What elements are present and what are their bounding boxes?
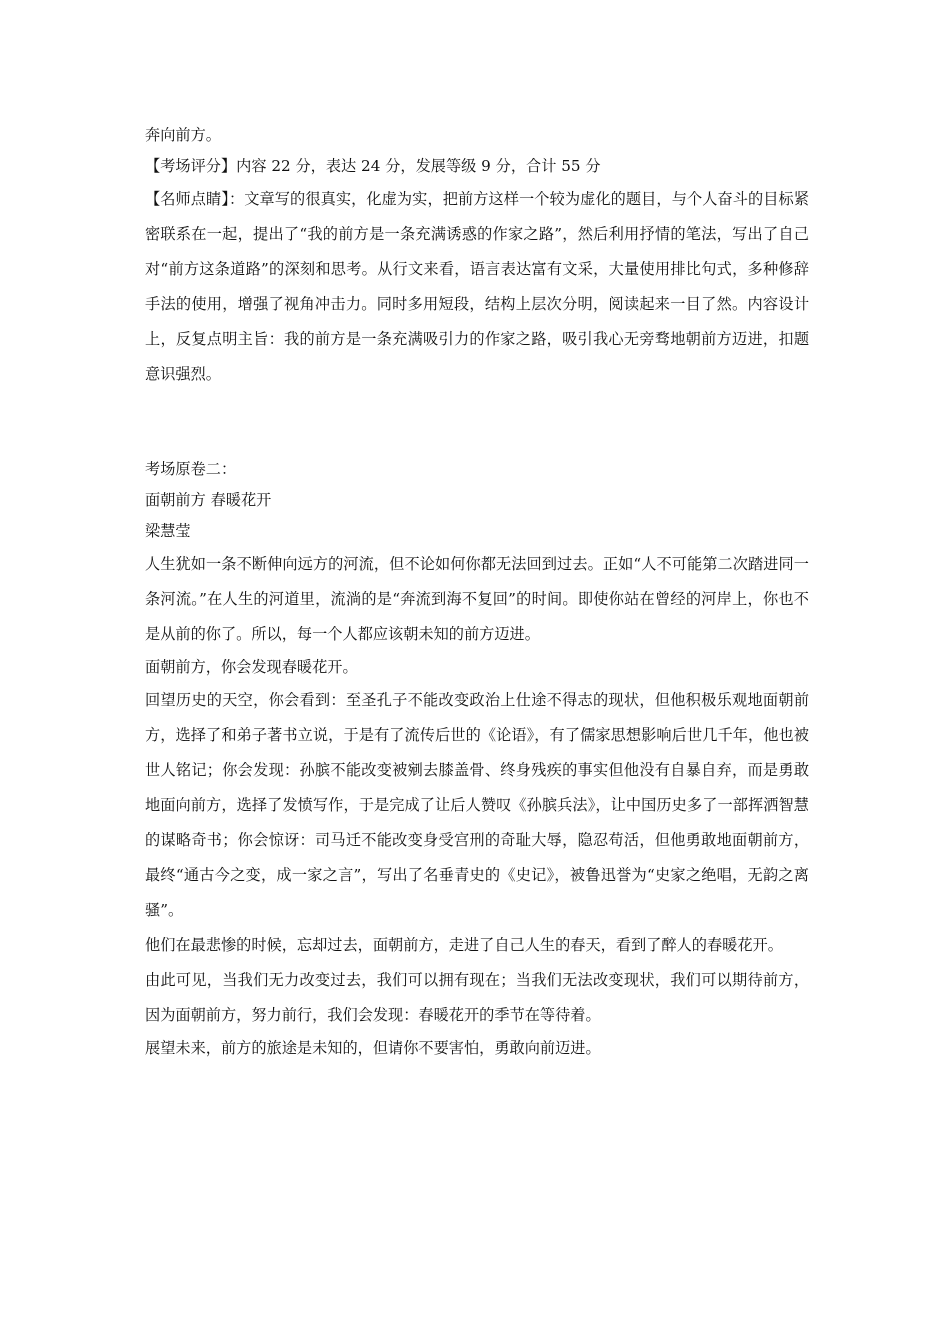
essay-paragraph: 由此可见，当我们无力改变过去，我们可以拥有现在；当我们无法改变现状，我们可以期待前方，因为面朝前方，努力前行，我们会发现：春暖花开的季节在等待着。: [145, 971, 809, 1024]
teacher-comment: [145, 182, 809, 392]
document-page: [145, 120, 809, 1064]
essay-author: 梁慧莹: [145, 522, 191, 540]
score-text: 内容 22 分，表达 24 分，发展等级 9 分，合计 55 分: [236, 157, 601, 175]
score-line: [145, 151, 809, 182]
essay-paragraph: 他们在最悲惨的时候，忘却过去，面朝前方，走进了自己人生的春天，看到了醉人的春暖花开。: [145, 936, 783, 954]
essay-paragraph: 面朝前方，你会发现春暖花开。: [145, 658, 358, 676]
essay1-closing-line: 奔向前方。: [145, 126, 221, 144]
essay-title: 面朝前方 春暖花开: [145, 491, 272, 509]
section-spacer: [145, 392, 809, 454]
essay-paragraph: 回望历史的天空，你会看到：至圣孔子不能改变政治上仕途不得志的现状，但他积极乐观地面朝前方，选择了和弟子著书立说，于是有了流传后世的《论语》，有了儒家思想影响后世几千年，他也被世人铭记；你会发现：孙膑不能改变被剜去膝盖骨、终身残疾的事实但他没有自暴自弃，而是勇敢地面向前方，选择了发愤写作，于是完成了让后人赞叹《孙膑兵法》，让中国历史多了一部挥洒智慧的谋略奇书；你会惊讶：司马迁不能改变身受宫刑的奇耻大辱，隐忍苟活，但他勇敢地面朝前方，最终“通古今之变，成一家之言”，写出了名垂青史的《史记》，被鲁迅誉为“史家之绝唱，无韵之离骚”。: [145, 691, 809, 919]
essay-paragraph: 展望未来，前方的旅途是未知的，但请你不要害怕，勇敢向前迈进。: [145, 1039, 601, 1057]
teacher-comment-text: 文章写的很真实，化虚为实，把前方这样一个较为虚化的题目，与个人奋斗的目标紧密联系在一起，提出了“我的前方是一条充满诱惑的作家之路”，然后利用抒情的笔法，写出了自己对“前方这条道路”的深刻和思考。从行文来看，语言表达富有文采，大量使用排比句式，多种修辞手法的使用，增强了视角冲击力。同时多用短段，结构上层次分明，阅读起来一目了然。内容设计上，反复点明主旨：我的前方是一条充满吸引力的作家之路，吸引我心无旁骛地朝前方迈进，扣题意识强烈。: [145, 190, 810, 383]
teacher-comment-tag: 【名师点睛】：: [145, 190, 245, 208]
score-tag: 【考场评分】: [145, 157, 237, 175]
essay-paragraph: 人生犹如一条不断伸向远方的河流，但不论如何你都无法回到过去。正如“人不可能第二次踏进同一条河流。”在人生的河道里，流淌的是“奔流到海不复回”的时间。即使你站在曾经的河岸上，你也不是从前的你了。所以，每一个人都应该朝未知的前方迈进。: [145, 555, 809, 643]
section-label: 考场原卷二：: [145, 460, 237, 478]
